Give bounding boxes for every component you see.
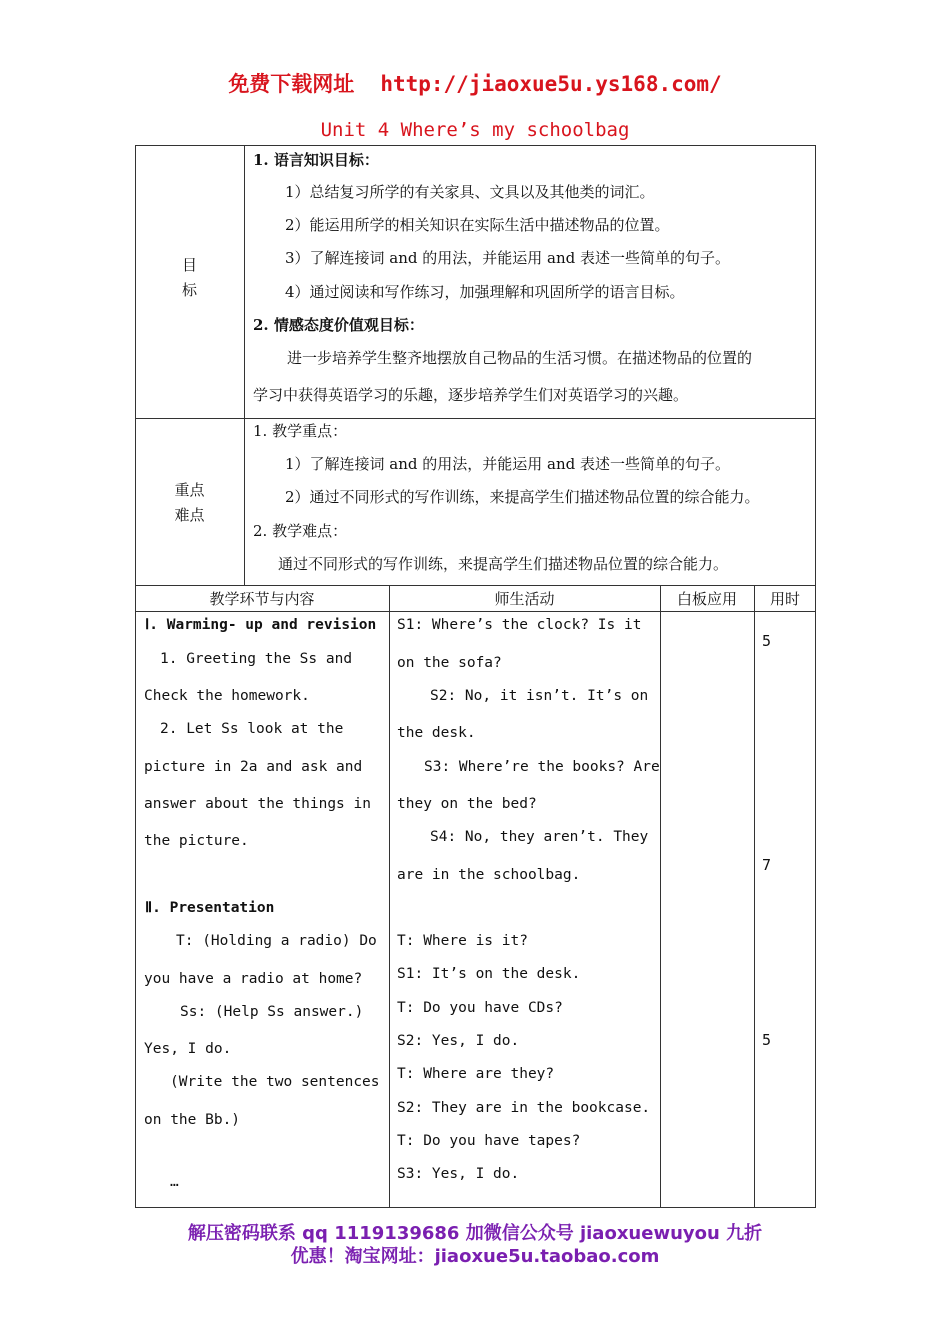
objective-text: 进一步培养学生整齐地摆放自己物品的生活习惯。在描述物品的位置的 bbox=[287, 349, 753, 367]
content-line: you have a radio at home? bbox=[144, 971, 363, 987]
content-line: … bbox=[170, 1174, 179, 1190]
activity-line: S2: They are in the bookcase. bbox=[397, 1100, 651, 1116]
key-point-item: 2）通过不同形式的写作训练，来提高学生们描述物品位置的综合能力。 bbox=[285, 488, 760, 506]
col-divider bbox=[389, 585, 390, 1208]
objective-item: 3）了解连接词 and 的用法，并能运用 and 表述一些简单的句子。 bbox=[285, 249, 731, 267]
header-time: 用时 bbox=[769, 590, 800, 608]
content-line: on the Bb.) bbox=[144, 1112, 241, 1128]
activity-line: the desk. bbox=[397, 725, 476, 741]
footer-contact: 解压密码联系 qq 1119139686 加微信公众号 jiaoxuewuyou 九折 bbox=[187, 1223, 763, 1244]
time-value: 5 bbox=[762, 632, 772, 650]
key-point-heading: 2. 教学难点： bbox=[253, 522, 348, 540]
col-divider bbox=[754, 585, 755, 1208]
col-divider bbox=[660, 585, 661, 1208]
content-line: 1. Greeting the Ss and bbox=[160, 651, 353, 667]
header-content: 教学环节与内容 bbox=[209, 590, 315, 608]
objective-item: 4）通过阅读和写作练习，加强理解和巩固所学的语言目标。 bbox=[285, 283, 685, 301]
objectives-label: 目 标 bbox=[181, 256, 197, 299]
objective-heading: 1. 语言知识目标： bbox=[253, 151, 379, 169]
time-value: 7 bbox=[762, 856, 772, 874]
key-point-heading: 1. 教学重点： bbox=[253, 422, 348, 440]
objective-text: 学习中获得英语学习的乐趣，逐步培养学生们对英语学习的兴趣。 bbox=[253, 386, 689, 404]
activity-line: are in the schoolbag. bbox=[397, 867, 581, 883]
objective-item: 1）总结复习所学的有关家具、文具以及其他类的词汇。 bbox=[285, 183, 655, 201]
section-heading: Ⅱ. Presentation bbox=[145, 900, 275, 916]
row-divider bbox=[135, 418, 816, 419]
activity-line: S1: It’s on the desk. bbox=[397, 966, 581, 982]
activity-line: S2: Yes, I do. bbox=[397, 1033, 520, 1049]
content-line: answer about the things in bbox=[144, 796, 371, 812]
content-line: Yes, I do. bbox=[144, 1041, 232, 1057]
header-label: 免费下载网址 bbox=[228, 72, 355, 96]
content-line: picture in 2a and ask and bbox=[144, 759, 363, 775]
content-line: Ss: (Help Ss answer.) bbox=[180, 1004, 364, 1020]
section-heading: Ⅰ. Warming- up and revision bbox=[145, 617, 377, 633]
activity-line: S1: Where’s the clock? Is it bbox=[397, 617, 642, 633]
time-value: 5 bbox=[762, 1031, 772, 1049]
content-line: 2. Let Ss look at the bbox=[160, 721, 344, 737]
activity-line: S3: Yes, I do. bbox=[397, 1166, 520, 1182]
col-divider bbox=[244, 145, 245, 585]
activity-line: S3: Where’re the books? Are bbox=[424, 759, 660, 775]
content-line: T: (Holding a radio) Do bbox=[176, 933, 377, 949]
header-url-link[interactable]: http://jiaoxue5u.ys168.com/ bbox=[380, 72, 722, 96]
activity-line: T: Where is it? bbox=[397, 933, 528, 949]
activity-line: they on the bed? bbox=[397, 796, 537, 812]
activity-line: T: Do you have CDs? bbox=[397, 1000, 563, 1016]
row-divider bbox=[135, 611, 816, 612]
activity-line: S2: No, it isn’t. It’s on bbox=[430, 688, 649, 704]
download-header bbox=[0, 68, 950, 98]
activity-line: T: Do you have tapes? bbox=[397, 1133, 581, 1149]
page-title: Unit 4 Where’s my schoolbag bbox=[320, 119, 630, 141]
objective-item: 2）能运用所学的相关知识在实际生活中描述物品的位置。 bbox=[285, 216, 670, 234]
key-points-label: 重点 难点 bbox=[174, 481, 205, 524]
objective-heading: 2. 情感态度价值观目标： bbox=[253, 316, 424, 334]
content-line: Check the homework. bbox=[144, 688, 310, 704]
activity-line: T: Where are they? bbox=[397, 1066, 555, 1082]
content-line: (Write the two sentences bbox=[170, 1074, 380, 1090]
header-whiteboard: 白板应用 bbox=[676, 590, 737, 608]
key-point-item: 通过不同形式的写作训练，来提高学生们描述物品位置的综合能力。 bbox=[278, 555, 729, 573]
row-divider bbox=[135, 585, 816, 586]
header-activity: 师生活动 bbox=[494, 590, 555, 608]
footer-shop-link[interactable]: 优惠！淘宝网址：jiaoxue5u.taobao.com bbox=[290, 1246, 660, 1267]
activity-line: on the sofa? bbox=[397, 655, 502, 671]
content-line: the picture. bbox=[144, 833, 249, 849]
key-point-item: 1）了解连接词 and 的用法，并能运用 and 表述一些简单的句子。 bbox=[285, 455, 731, 473]
activity-line: S4: No, they aren’t. They bbox=[430, 829, 649, 845]
